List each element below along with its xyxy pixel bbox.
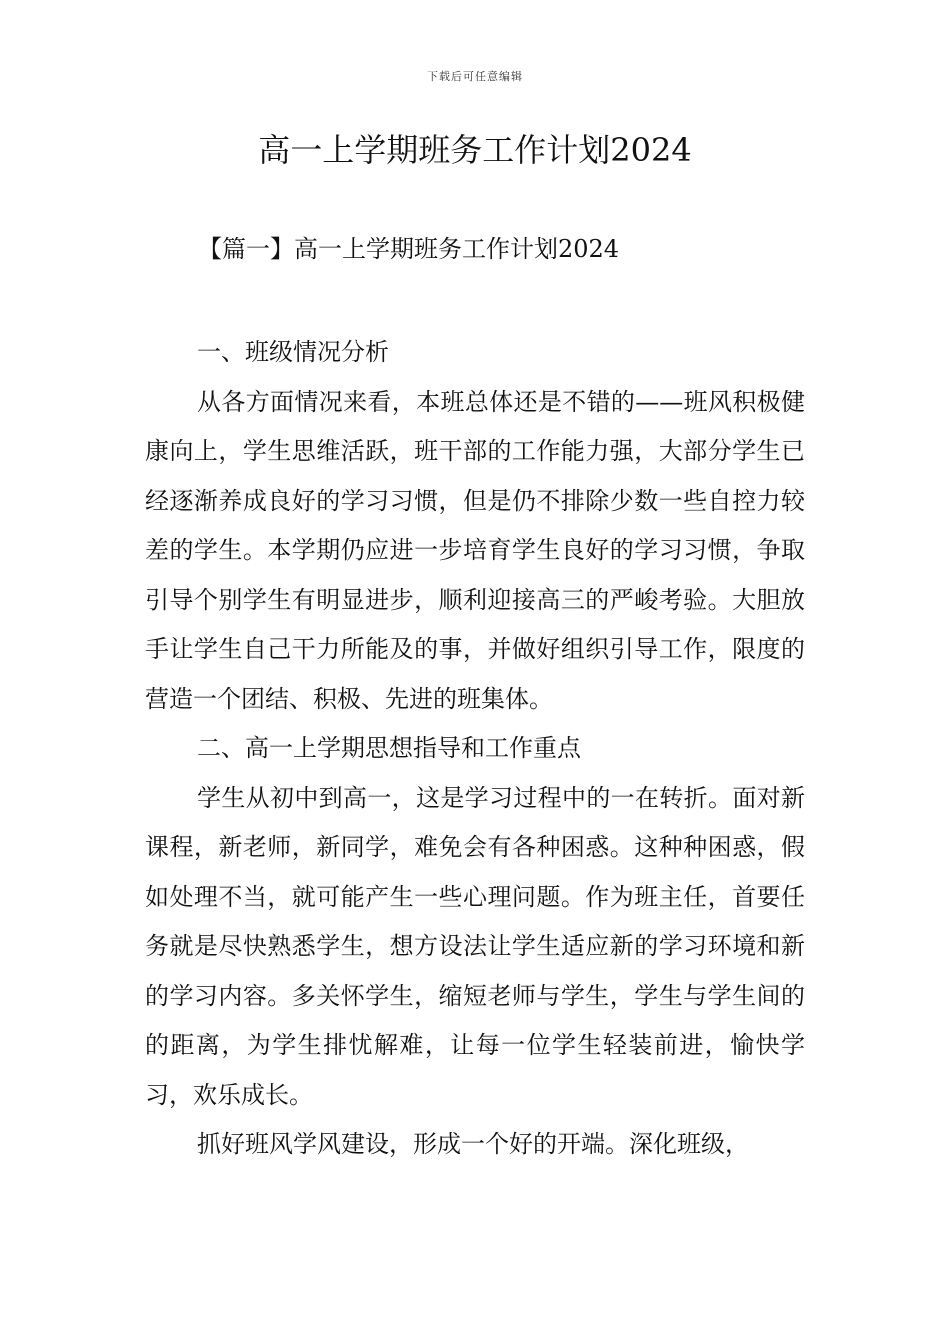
document-body bbox=[145, 328, 805, 1170]
paragraph-3: 抓好班风学风建设，形成一个好的开端。深化班级， bbox=[197, 1130, 749, 1158]
section-subtitle: 【篇一】高一上学期班务工作计划2024 bbox=[198, 235, 620, 263]
paragraph-1: 从各方面情况来看，本班总体还是不错的——班风积极健康向上，学生思维活跃，班干部的工作能力强，大部分学生已经逐渐养成良好的学习习惯，但是仍不排除少数一些自控力较差的学生。本学期仍应进一步培育学生良好的学习习惯，争取引导个别学生有明显进步，顺利迎接高三的严峻考验。大胆放手让学生自己干力所能及的事，并做好组织引导工作，限度的营造一个团结、积极、先进的班集体。 bbox=[145, 387, 805, 713]
section-heading-1: 一、班级情况分析 bbox=[197, 338, 389, 366]
section-heading-2: 二、高一上学期思想指导和工作重点 bbox=[197, 734, 581, 762]
page-title: 高一上学期班务工作计划2024 bbox=[258, 131, 692, 169]
paragraph-2: 学生从初中到高一，这是学习过程中的一在转折。面对新课程，新老师，新同学，难免会有各种困惑。这种种困惑，假如处理不当，就可能产生一些心理问题。作为班主任，首要任务就是尽快熟悉学生，想方设法让学生适应新的学习环境和新的学习内容。多关怀学生，缩短老师与学生，学生与学生间的的距离，为学生排忧解难，让每一位学生轻装前进，愉快学习，欢乐成长。 bbox=[145, 783, 805, 1109]
header-note: 下载后可任意编辑 bbox=[427, 70, 523, 83]
